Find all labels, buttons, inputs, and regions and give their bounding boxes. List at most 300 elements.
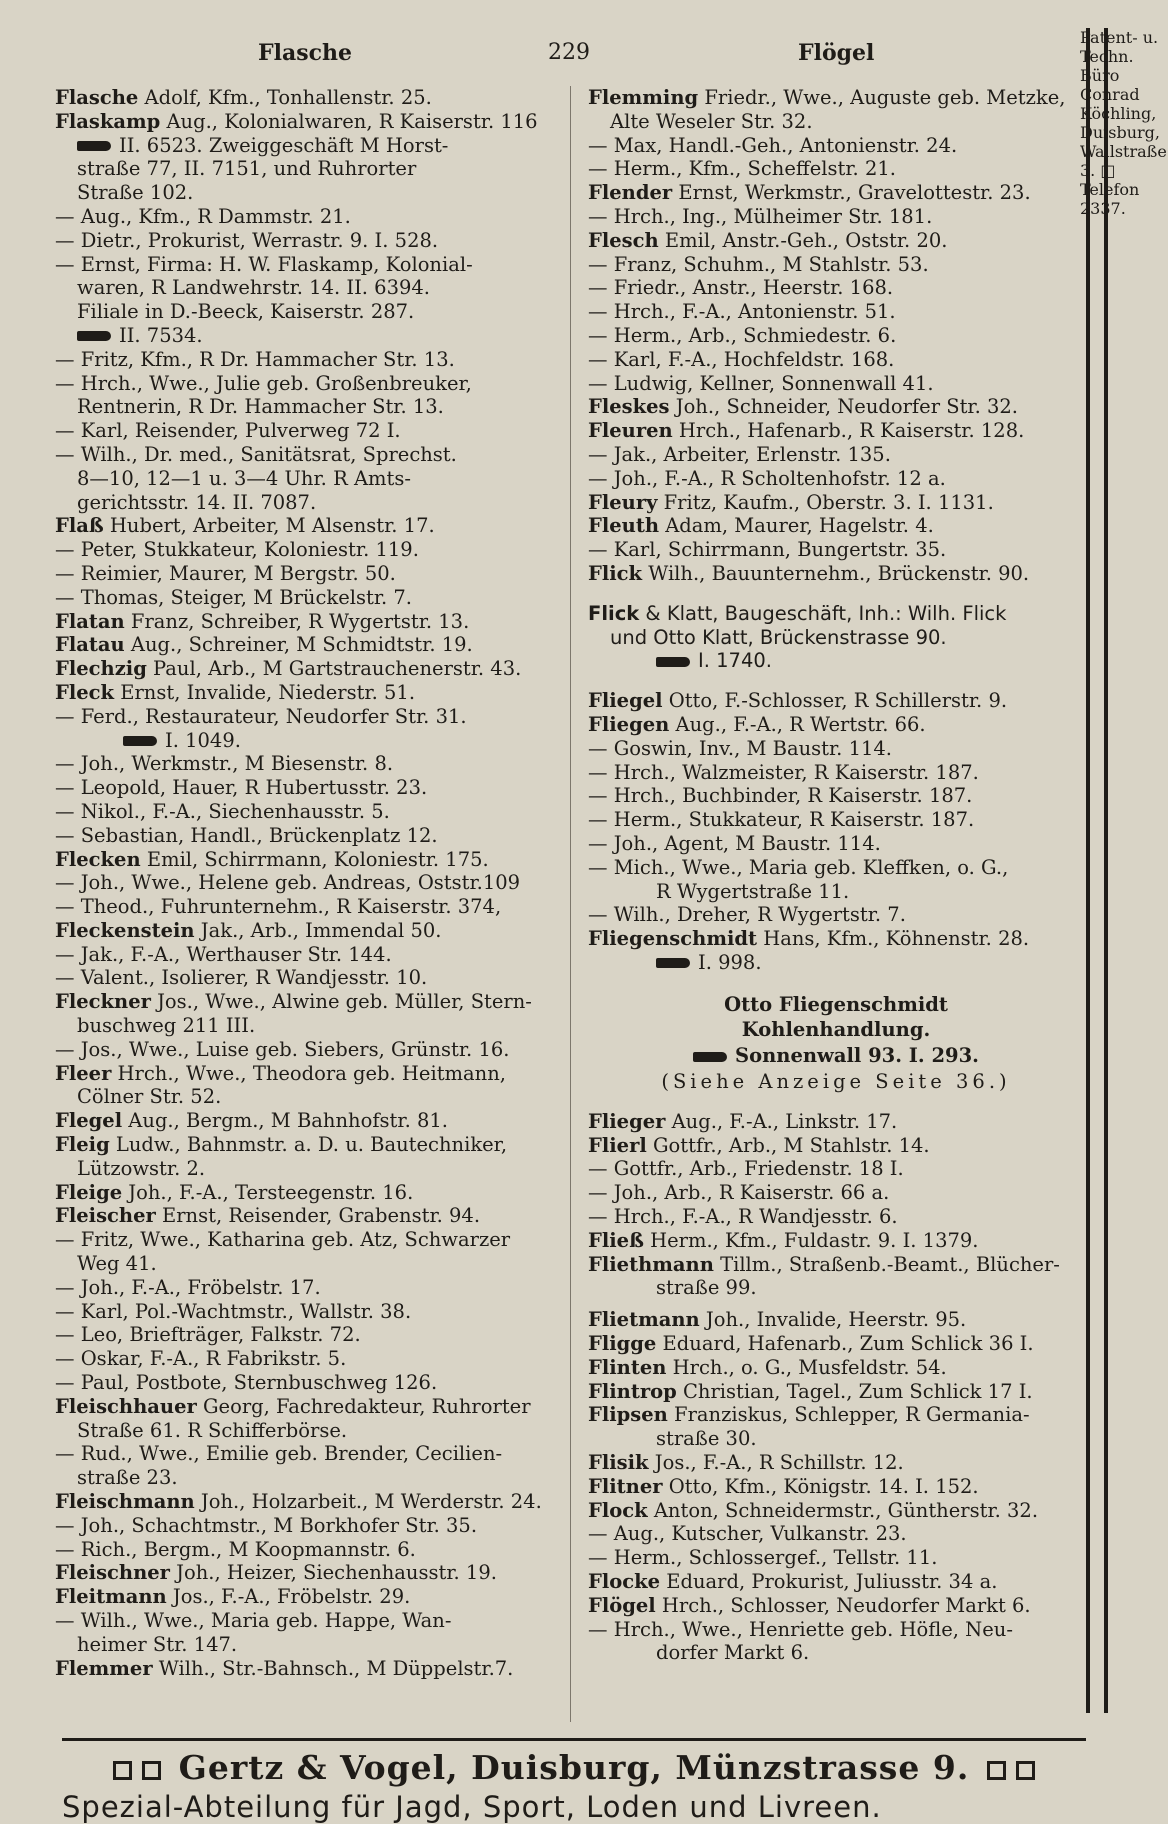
directory-entry bbox=[588, 205, 1084, 229]
directory-entry bbox=[55, 443, 565, 467]
entry-text: Fliegenschmidt Hans, Kfm., Köhnenstr. 28. bbox=[588, 927, 1030, 951]
entry-surname: Flierl bbox=[588, 1133, 647, 1157]
entry-text: — Hrch., F.-A., R Wandjesstr. 6. bbox=[588, 1205, 898, 1229]
entry-text: Fließ Herm., Kfm., Fuldastr. 9. I. 1379. bbox=[588, 1228, 979, 1252]
directory-entry bbox=[588, 229, 1084, 253]
directory-entry bbox=[55, 895, 565, 919]
directory-entry bbox=[588, 86, 1084, 110]
entry-text: Fleischer Ernst, Reisender, Grabenstr. 94. bbox=[55, 1204, 481, 1228]
entry-text: — Karl, Reisender, Pulverweg 72 I. bbox=[55, 419, 401, 443]
entry-surname: Flietmann bbox=[588, 1308, 700, 1332]
entry-text: — Hrch., Walzmeister, R Kaiserstr. 187. bbox=[588, 760, 979, 784]
directory-entry bbox=[588, 514, 1084, 538]
entry-surname: Fleckenstein bbox=[55, 918, 195, 942]
entry-text: Sonnenwall 93. I. 293. bbox=[735, 1044, 979, 1068]
entry-text: — Hrch., Ing., Mülheimer Str. 181. bbox=[588, 204, 933, 228]
directory-entry bbox=[55, 1371, 565, 1395]
directory-entry bbox=[588, 276, 1084, 300]
entry-text: Filiale in D.-Beeck, Kaiserstr. 287. bbox=[77, 300, 415, 324]
entry-text: — Joh., Agent, M Baustr. 114. bbox=[588, 831, 881, 855]
entry-text: — Max, Handl.-Geh., Antonienstr. 24. bbox=[588, 133, 958, 157]
entry-text: — Ludwig, Kellner, Sonnenwall 41. bbox=[588, 371, 934, 395]
directory-entry bbox=[588, 1380, 1084, 1404]
entry-surname: Flick bbox=[588, 601, 640, 625]
entry-text: Fleige Joh., F.-A., Tersteegenstr. 16. bbox=[55, 1180, 414, 1204]
entry-text: Flesch Emil, Anstr.-Geh., Oststr. 20. bbox=[588, 228, 948, 252]
directory-entry bbox=[588, 1451, 1084, 1475]
entry-surname: Flaß bbox=[55, 514, 104, 538]
entry-spacer bbox=[588, 586, 1084, 602]
entry-text: Flecken Emil, Schirrmann, Koloniestr. 175. bbox=[55, 847, 489, 871]
entry-text: — Fritz, Kfm., R Dr. Hammacher Str. 13. bbox=[55, 347, 455, 371]
entry-continuation bbox=[55, 134, 565, 158]
entry-surname: Fliegel bbox=[588, 689, 663, 713]
telephone-icon bbox=[656, 958, 690, 968]
entry-text: Flick & Klatt, Baugeschäft, Inh.: Wilh. Flick bbox=[588, 601, 1007, 625]
entry-text: Flemming Friedr., Wwe., Auguste geb. Metzke, bbox=[588, 86, 1066, 109]
directory-entry bbox=[588, 784, 1084, 808]
entry-text: — Nikol., F.-A., Siechenhausstr. 5. bbox=[55, 799, 390, 823]
entry-text: — Rich., Bergm., M Koopmannstr. 6. bbox=[55, 1537, 416, 1561]
entry-surname: Fleury bbox=[588, 490, 658, 514]
entry-text: Fleskes Joh., Schneider, Neudorfer Str. 32. bbox=[588, 395, 1018, 419]
directory-entry bbox=[588, 1181, 1084, 1205]
entry-text: — Valent., Isolierer, R Wandjesstr. 10. bbox=[55, 966, 428, 990]
entry-surname: Fleer bbox=[55, 1061, 112, 1085]
entry-text: — Karl, F.-A., Hochfeldstr. 168. bbox=[588, 347, 895, 371]
entry-text: — Herm., Stukkateur, R Kaiserstr. 187. bbox=[588, 808, 975, 832]
entry-surname: Flemming bbox=[588, 86, 699, 109]
telephone-icon bbox=[77, 331, 111, 341]
entry-text: Flintrop Christian, Tagel., Zum Schlick 17 I. bbox=[588, 1379, 1033, 1403]
directory-entry bbox=[55, 419, 565, 443]
entry-text: dorfer Markt 6. bbox=[656, 1641, 810, 1665]
entry-continuation bbox=[55, 1157, 565, 1181]
entry-surname: Fleitmann bbox=[55, 1585, 167, 1609]
entry-text: Fleischmann Joh., Holzarbeit., M Werderstr. 24. bbox=[55, 1490, 542, 1514]
ad-note bbox=[588, 1070, 1084, 1094]
entry-text: heimer Str. 147. bbox=[77, 1632, 238, 1656]
directory-entry bbox=[55, 1323, 565, 1347]
directory-entry bbox=[55, 348, 565, 372]
entry-text: Kohlenhandlung. bbox=[741, 1018, 931, 1042]
entry-text: Flemmer Wilh., Str.-Bahnsch., M Düppelstr.7. bbox=[55, 1656, 514, 1680]
directory-entry bbox=[55, 1395, 565, 1419]
entry-text: — Paul, Postbote, Sternbuschweg 126. bbox=[55, 1371, 438, 1395]
header-left-keyword: Flasche bbox=[258, 40, 353, 66]
directory-entry bbox=[55, 681, 565, 705]
entry-surname: Flecken bbox=[55, 847, 141, 871]
directory-entry bbox=[588, 467, 1084, 491]
directory-entry bbox=[588, 1522, 1084, 1546]
entry-text: — Joh., Wwe., Helene geb. Andreas, Oststr.109 bbox=[55, 871, 521, 895]
entry-surname: Flender bbox=[588, 181, 673, 205]
directory-entry bbox=[588, 562, 1084, 586]
directory-entry bbox=[55, 1538, 565, 1562]
entry-text: — Karl, Pol.-Wachtmstr., Wallstr. 38. bbox=[55, 1299, 412, 1323]
entry-surname: Fleckner bbox=[55, 990, 151, 1014]
directory-entry bbox=[55, 1204, 565, 1228]
entry-continuation bbox=[588, 1276, 1084, 1300]
entry-continuation bbox=[55, 467, 565, 491]
entry-text: Fleitmann Jos., F.-A., Fröbelstr. 29. bbox=[55, 1585, 411, 1609]
directory-entry bbox=[55, 86, 565, 110]
side-advertisement-text: Patent- u. Techn. Büro Conrad Köchling, Duisburg, Wallstraße 3. □ Telefon 2337. bbox=[1080, 28, 1167, 218]
entry-text: straße 99. bbox=[656, 1276, 757, 1300]
entry-surname: Fleischner bbox=[55, 1561, 170, 1585]
directory-entry bbox=[588, 372, 1084, 396]
entry-text: — Joh., Werkmstr., M Biesenstr. 8. bbox=[55, 752, 394, 776]
entry-text: Otto Fliegenschmidt bbox=[724, 992, 948, 1016]
directory-entry bbox=[588, 1499, 1084, 1523]
entry-surname: Flatau bbox=[55, 633, 125, 657]
entry-continuation bbox=[588, 626, 1084, 650]
directory-entry bbox=[55, 229, 565, 253]
entry-text: Straße 102. bbox=[77, 181, 194, 205]
entry-text: straße 30. bbox=[656, 1427, 757, 1451]
square-ornament-icon bbox=[142, 1761, 161, 1780]
right-column bbox=[588, 86, 1084, 1665]
entry-text: I. 998. bbox=[698, 950, 762, 974]
entry-text: — Hrch., F.-A., Antonienstr. 51. bbox=[588, 300, 896, 324]
entry-text: — Dietr., Prokurist, Werrastr. 9. I. 528. bbox=[55, 228, 439, 252]
directory-entry bbox=[588, 903, 1084, 927]
directory-entry bbox=[55, 110, 565, 134]
entry-text: Straße 61. R Schifferbörse. bbox=[77, 1418, 348, 1442]
directory-entry bbox=[588, 927, 1084, 951]
entry-surname: Fleck bbox=[55, 680, 115, 704]
entry-surname: Fleige bbox=[55, 1180, 123, 1204]
entry-text: — Fritz, Wwe., Katharina geb. Atz, Schwarzer bbox=[55, 1228, 511, 1252]
entry-text: — Thomas, Steiger, M Brückelstr. 7. bbox=[55, 585, 413, 609]
entry-surname: Flinten bbox=[588, 1355, 667, 1379]
directory-entry bbox=[55, 1561, 565, 1585]
header-right-keyword: Flögel bbox=[798, 40, 875, 66]
entry-continuation bbox=[55, 1252, 565, 1276]
entry-text: — Mich., Wwe., Maria geb. Kleffken, o. G., bbox=[588, 855, 1009, 879]
telephone-icon bbox=[693, 1052, 727, 1062]
directory-entry bbox=[588, 300, 1084, 324]
entry-text: — Joh., Schachtmstr., M Borkhofer Str. 35. bbox=[55, 1513, 478, 1537]
entry-surname: Fleischhauer bbox=[55, 1394, 197, 1418]
entry-text: — Ferd., Restaurateur, Neudorfer Str. 31. bbox=[55, 704, 467, 728]
entry-continuation bbox=[55, 1085, 565, 1109]
entry-text: — Theod., Fuhrunternehm., R Kaiserstr. 374, bbox=[55, 895, 502, 919]
entry-text: Flierl Gottfr., Arb., M Stahlstr. 14. bbox=[588, 1133, 930, 1157]
directory-entry bbox=[55, 1109, 565, 1133]
directory-entry bbox=[55, 1228, 565, 1252]
directory-entry bbox=[55, 871, 565, 895]
entry-text: Fliegen Aug., F.-A., R Wertstr. 66. bbox=[588, 712, 926, 736]
entry-text: — Franz, Schuhm., M Stahlstr. 53. bbox=[588, 252, 929, 276]
entry-text: Cölner Str. 52. bbox=[77, 1085, 222, 1109]
entry-text: Flieger Aug., F.-A., Linkstr. 17. bbox=[588, 1109, 898, 1133]
ad-title bbox=[588, 993, 1084, 1017]
footer-advertisement-line1 bbox=[62, 1748, 1086, 1787]
entry-text: R Wygertstraße 11. bbox=[656, 879, 850, 903]
directory-entry bbox=[55, 1609, 565, 1633]
entry-text: 8—10, 12—1 u. 3—4 Uhr. R Amts- bbox=[77, 466, 411, 490]
entry-surname: Flasche bbox=[55, 86, 139, 109]
entry-continuation bbox=[588, 1427, 1084, 1451]
directory-entry bbox=[588, 1229, 1084, 1253]
entry-surname: Fliegenschmidt bbox=[588, 927, 757, 951]
entry-continuation bbox=[588, 951, 1084, 975]
entry-surname: Fleischmann bbox=[55, 1490, 195, 1514]
entry-text: — Goswin, Inv., M Baustr. 114. bbox=[588, 736, 892, 760]
entry-surname: Fligge bbox=[588, 1332, 657, 1356]
square-ornament-icon bbox=[987, 1761, 1006, 1780]
directory-entry bbox=[55, 1657, 565, 1681]
entry-text: Flechzig Paul, Arb., M Gartstrauchenerstr. 43. bbox=[55, 657, 522, 681]
directory-entry bbox=[55, 752, 565, 776]
entry-text: — Peter, Stukkateur, Koloniestr. 119. bbox=[55, 538, 419, 562]
entry-text: Rentnerin, R Dr. Hammacher Str. 13. bbox=[77, 395, 444, 419]
left-column bbox=[55, 86, 565, 1680]
entry-text: — Hrch., Wwe., Julie geb. Großenbreuker, bbox=[55, 371, 472, 395]
entry-surname: Fleig bbox=[55, 1133, 110, 1157]
entry-surname: Flögel bbox=[588, 1593, 656, 1617]
square-ornament-icon bbox=[1016, 1761, 1035, 1780]
entry-continuation bbox=[55, 157, 565, 181]
entry-continuation bbox=[55, 1014, 565, 1038]
directory-entry bbox=[55, 1514, 565, 1538]
entry-text: (Siehe Anzeige Seite 36.) bbox=[661, 1070, 1011, 1094]
entry-continuation bbox=[55, 395, 565, 419]
directory-entry bbox=[55, 562, 565, 586]
directory-entry bbox=[588, 1403, 1084, 1427]
entry-spacer bbox=[588, 1094, 1084, 1110]
directory-entry bbox=[55, 514, 565, 538]
directory-entry bbox=[588, 348, 1084, 372]
directory-entry bbox=[588, 856, 1084, 880]
entry-continuation bbox=[588, 880, 1084, 904]
telephone-icon bbox=[77, 141, 111, 151]
entry-text: Fleischner Joh., Heizer, Siechenhausstr. 19. bbox=[55, 1561, 497, 1585]
directory-entry bbox=[588, 1475, 1084, 1499]
directory-entry bbox=[55, 1062, 565, 1086]
directory-entry bbox=[588, 1618, 1084, 1642]
entry-surname: Flechzig bbox=[55, 657, 147, 681]
directory-entry bbox=[588, 1308, 1084, 1332]
entry-surname: Fliethmann bbox=[588, 1252, 714, 1276]
entry-text: Fleck Ernst, Invalide, Niederstr. 51. bbox=[55, 680, 416, 704]
directory-entry bbox=[588, 808, 1084, 832]
directory-entry bbox=[588, 395, 1084, 419]
directory-entry bbox=[55, 776, 565, 800]
directory-entry bbox=[55, 1300, 565, 1324]
footer-rule bbox=[62, 1738, 1086, 1741]
entry-text: Fleig Ludw., Bahnmstr. a. D. u. Bautechniker, bbox=[55, 1133, 508, 1157]
entry-text: — Ernst, Firma: H. W. Flaskamp, Kolonial- bbox=[55, 252, 473, 276]
square-ornament-icon bbox=[113, 1761, 132, 1780]
entry-text: — Jak., Arbeiter, Erlenstr. 135. bbox=[588, 442, 891, 466]
directory-entry bbox=[588, 1253, 1084, 1277]
entry-surname: Flock bbox=[588, 1498, 648, 1522]
entry-text: Flietmann Joh., Invalide, Heerstr. 95. bbox=[588, 1308, 967, 1332]
entry-text: Fleischhauer Georg, Fachredakteur, Ruhrorter bbox=[55, 1394, 531, 1418]
directory-entry bbox=[55, 943, 565, 967]
entry-text: — Wilh., Dreher, R Wygertstr. 7. bbox=[588, 903, 906, 927]
entry-text: — Sebastian, Handl., Brückenplatz 12. bbox=[55, 823, 438, 847]
entry-surname: Flisik bbox=[588, 1451, 649, 1475]
directory-entry bbox=[588, 1134, 1084, 1158]
entry-surname: Flick bbox=[588, 561, 643, 585]
directory-entry bbox=[55, 990, 565, 1014]
entry-text: — Herm., Schlossergef., Tellstr. 11. bbox=[588, 1546, 938, 1570]
entry-text: — Jos., Wwe., Luise geb. Siebers, Grünstr. 16. bbox=[55, 1037, 510, 1061]
entry-text: II. 7534. bbox=[119, 323, 203, 347]
entry-surname: Flieger bbox=[588, 1109, 666, 1133]
directory-entry bbox=[588, 1157, 1084, 1181]
entry-text: Flisik Jos., F.-A., R Schillstr. 12. bbox=[588, 1451, 904, 1475]
directory-entry bbox=[588, 324, 1084, 348]
directory-entry bbox=[55, 824, 565, 848]
entry-continuation bbox=[588, 649, 1084, 673]
entry-text: Fleckenstein Jak., Arb., Immendal 50. bbox=[55, 918, 442, 942]
entry-surname: Flintrop bbox=[588, 1379, 677, 1403]
directory-entry bbox=[588, 1546, 1084, 1570]
entry-text: I. 1740. bbox=[698, 649, 772, 673]
entry-text: Flasche Adolf, Kfm., Tonhallenstr. 25. bbox=[55, 86, 432, 109]
directory-entry bbox=[588, 181, 1084, 205]
entry-text: II. 6523. Zweiggeschäft M Horst- bbox=[119, 133, 449, 157]
directory-entry bbox=[55, 705, 565, 729]
directory-entry bbox=[588, 1570, 1084, 1594]
directory-entry bbox=[55, 848, 565, 872]
directory-entry bbox=[588, 761, 1084, 785]
entry-text: — Joh., F.-A., Fröbelstr. 17. bbox=[55, 1275, 321, 1299]
directory-entry bbox=[588, 713, 1084, 737]
entry-continuation bbox=[55, 1466, 565, 1490]
directory-entry bbox=[588, 491, 1084, 515]
entry-surname: Flocke bbox=[588, 1570, 661, 1594]
directory-entry bbox=[55, 586, 565, 610]
directory-entry bbox=[588, 602, 1084, 626]
directory-entry bbox=[588, 737, 1084, 761]
entry-text: — Aug., Kfm., R Dammstr. 21. bbox=[55, 204, 351, 228]
directory-entry bbox=[55, 372, 565, 396]
directory-entry bbox=[588, 832, 1084, 856]
entry-spacer bbox=[588, 673, 1084, 689]
entry-text: Flatau Aug., Schreiner, M Schmidtstr. 19. bbox=[55, 633, 473, 657]
entry-continuation bbox=[55, 324, 565, 348]
entry-text: Fleuth Adam, Maurer, Hagelstr. 4. bbox=[588, 514, 934, 538]
directory-entry bbox=[588, 134, 1084, 158]
directory-entry bbox=[55, 966, 565, 990]
entry-text: — Hrch., Buchbinder, R Kaiserstr. 187. bbox=[588, 784, 973, 808]
entry-text: Fliethmann Tillm., Straßenb.-Beamt., Blücher- bbox=[588, 1252, 1060, 1276]
entry-text: Weg 41. bbox=[77, 1252, 157, 1276]
entry-text: Flögel Hrch., Schlosser, Neudorfer Markt 6. bbox=[588, 1593, 1031, 1617]
entry-text: und Otto Klatt, Brückenstrasse 90. bbox=[610, 625, 947, 649]
directory-entry bbox=[588, 1110, 1084, 1134]
entry-text: — Friedr., Anstr., Heerstr. 168. bbox=[588, 276, 894, 300]
entry-text: Flaskamp Aug., Kolonialwaren, R Kaiserstr. 116 bbox=[55, 109, 538, 133]
entry-text: Flocke Eduard, Prokurist, Juliusstr. 34 a. bbox=[588, 1570, 998, 1594]
entry-text: — Leopold, Hauer, R Hubertusstr. 23. bbox=[55, 776, 428, 800]
directory-entry bbox=[55, 1276, 565, 1300]
directory-entry bbox=[55, 1442, 565, 1466]
directory-entry bbox=[55, 1490, 565, 1514]
directory-entry bbox=[55, 919, 565, 943]
directory-entry bbox=[55, 1038, 565, 1062]
directory-entry bbox=[55, 633, 565, 657]
entry-surname: Flesch bbox=[588, 228, 659, 252]
entry-text: Flatan Franz, Schreiber, R Wygertstr. 13. bbox=[55, 609, 470, 633]
directory-entry bbox=[55, 800, 565, 824]
directory-entry bbox=[588, 1356, 1084, 1380]
entry-surname: Flipsen bbox=[588, 1403, 668, 1427]
entry-text: — Herm., Arb., Schmiedestr. 6. bbox=[588, 323, 897, 347]
directory-entry bbox=[55, 253, 565, 277]
entry-text: Flitner Otto, Kfm., Königstr. 14. I. 152. bbox=[588, 1474, 979, 1498]
entry-text: Fleuren Hrch., Hafenarb., R Kaiserstr. 128. bbox=[588, 419, 1025, 443]
directory-entry bbox=[55, 657, 565, 681]
entry-text: Fleckner Jos., Wwe., Alwine geb. Müller, Stern- bbox=[55, 990, 532, 1014]
entry-text: — Jak., F.-A., Werthauser Str. 144. bbox=[55, 942, 392, 966]
entry-continuation bbox=[55, 1633, 565, 1657]
entry-continuation bbox=[55, 729, 565, 753]
entry-text: Flegel Aug., Bergm., M Bahnhofstr. 81. bbox=[55, 1109, 448, 1133]
directory-entry bbox=[55, 1181, 565, 1205]
entry-surname: Fleuren bbox=[588, 419, 673, 443]
entry-text: Fleury Fritz, Kaufm., Oberstr. 3. I. 1131. bbox=[588, 490, 994, 514]
directory-entry bbox=[588, 1332, 1084, 1356]
entry-text: — Aug., Kutscher, Vulkanstr. 23. bbox=[588, 1522, 907, 1546]
entry-surname: Flemmer bbox=[55, 1656, 153, 1680]
entry-text: — Oskar, F.-A., R Fabrikstr. 5. bbox=[55, 1347, 347, 1371]
directory-entry bbox=[588, 253, 1084, 277]
entry-text: — Reimier, Maurer, M Bergstr. 50. bbox=[55, 561, 396, 585]
telephone-icon bbox=[123, 736, 157, 746]
entry-text: Flender Ernst, Werkmstr., Gravelottestr. 23. bbox=[588, 181, 1031, 205]
entry-surname: Flatan bbox=[55, 609, 125, 633]
entry-surname: Fleskes bbox=[588, 395, 670, 419]
entry-continuation bbox=[55, 181, 565, 205]
entry-text: — Wilh., Wwe., Maria geb. Happe, Wan- bbox=[55, 1609, 452, 1632]
entry-spacer bbox=[588, 1300, 1084, 1308]
entry-text: Alte Weseler Str. 32. bbox=[610, 109, 813, 133]
entry-surname: Flitner bbox=[588, 1474, 663, 1498]
directory-entry bbox=[588, 419, 1084, 443]
entry-text: Flinten Hrch., o. G., Musfeldstr. 54. bbox=[588, 1355, 947, 1379]
entry-text: straße 77, II. 7151, und Ruhrorter bbox=[77, 157, 417, 181]
entry-text: — Hrch., Wwe., Henriette geb. Höfle, Neu- bbox=[588, 1617, 1013, 1641]
directory-entry bbox=[588, 157, 1084, 181]
entry-surname: Flegel bbox=[55, 1109, 123, 1133]
directory-entry bbox=[55, 1585, 565, 1609]
entry-text: Flaß Hubert, Arbeiter, M Alsenstr. 17. bbox=[55, 514, 435, 538]
footer-line1-text: Gertz & Vogel, Duisburg, Münzstrasse 9. bbox=[178, 1748, 970, 1787]
entry-text: Fleer Hrch., Wwe., Theodora geb. Heitmann, bbox=[55, 1061, 506, 1085]
entry-surname: Flaskamp bbox=[55, 109, 161, 133]
directory-entry bbox=[55, 610, 565, 634]
entry-surname: Fleischer bbox=[55, 1204, 156, 1228]
entry-continuation bbox=[55, 491, 565, 515]
entry-text: buschweg 211 III. bbox=[77, 1014, 256, 1038]
entry-text: gerichtsstr. 14. II. 7087. bbox=[77, 490, 317, 514]
directory-entry bbox=[55, 205, 565, 229]
entry-continuation bbox=[55, 1419, 565, 1443]
entry-surname: Fleuth bbox=[588, 514, 660, 538]
telephone-icon bbox=[656, 657, 690, 667]
entry-text: — Karl, Schirrmann, Bungertstr. 35. bbox=[588, 538, 947, 562]
entry-surname: Fliegen bbox=[588, 712, 670, 736]
entry-continuation bbox=[588, 1641, 1084, 1665]
ad-addr bbox=[588, 1044, 1084, 1068]
entry-text: Flick Wilh., Bauunternehm., Brückenstr. 90. bbox=[588, 561, 1030, 585]
